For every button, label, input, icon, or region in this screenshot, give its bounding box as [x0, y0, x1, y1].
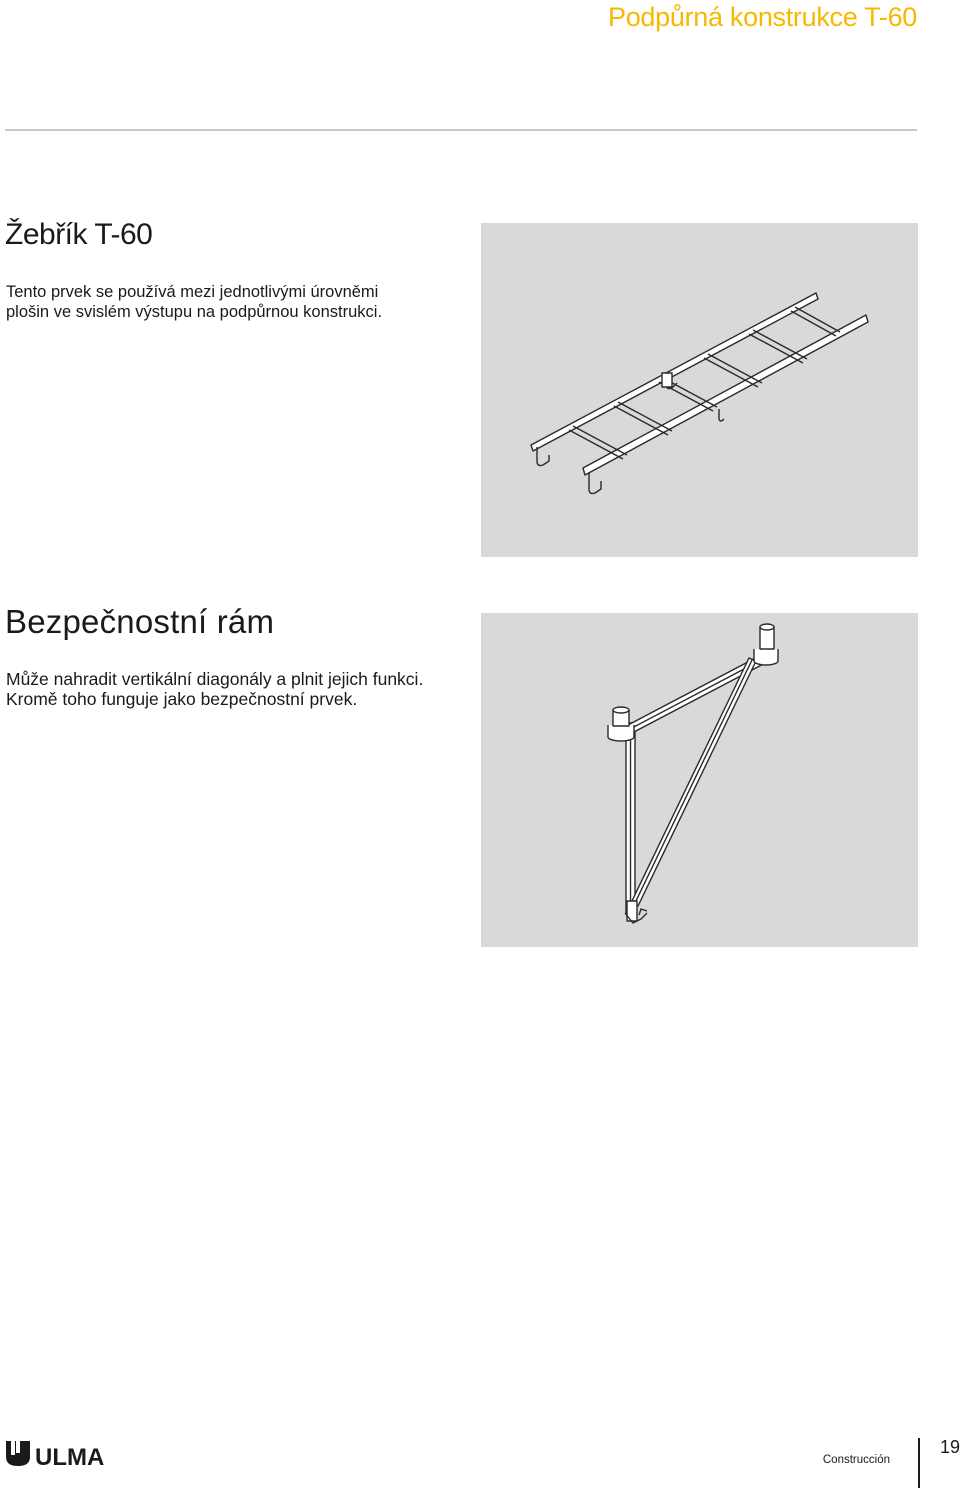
safety-frame-figure — [481, 613, 918, 947]
ladder-illustration-icon — [481, 223, 918, 557]
footer-divider — [918, 1438, 920, 1488]
section-description-safety-frame — [6, 669, 423, 709]
safety-frame-illustration-icon — [481, 613, 918, 947]
description-line: Může nahradit vertikální diagonály a plnit jejich funkci. — [6, 669, 424, 689]
section-title-safety-frame: Bezpečnostní rám — [5, 603, 275, 640]
page-number: 19 — [940, 1437, 960, 1457]
header-divider — [5, 129, 917, 131]
logo-text: ULMA — [35, 1444, 105, 1469]
description-line: plošin ve svislém výstupu na podpůrnou konstrukci. — [6, 303, 383, 321]
page-header-title: Podpůrná konstrukce T-60 — [608, 2, 917, 32]
section-title-ladder: Žebřík T-60 — [5, 218, 153, 251]
description-line: Tento prvek se používá mezi jednotlivými úrovněmi — [6, 283, 379, 301]
section-description-ladder — [6, 282, 382, 322]
description-line: Kromě toho funguje jako bezpečnostní prvek. — [6, 689, 358, 709]
footer-brand: Construcción — [822, 1454, 890, 1466]
ladder-figure — [481, 223, 918, 557]
ulma-logo — [6, 1437, 118, 1469]
